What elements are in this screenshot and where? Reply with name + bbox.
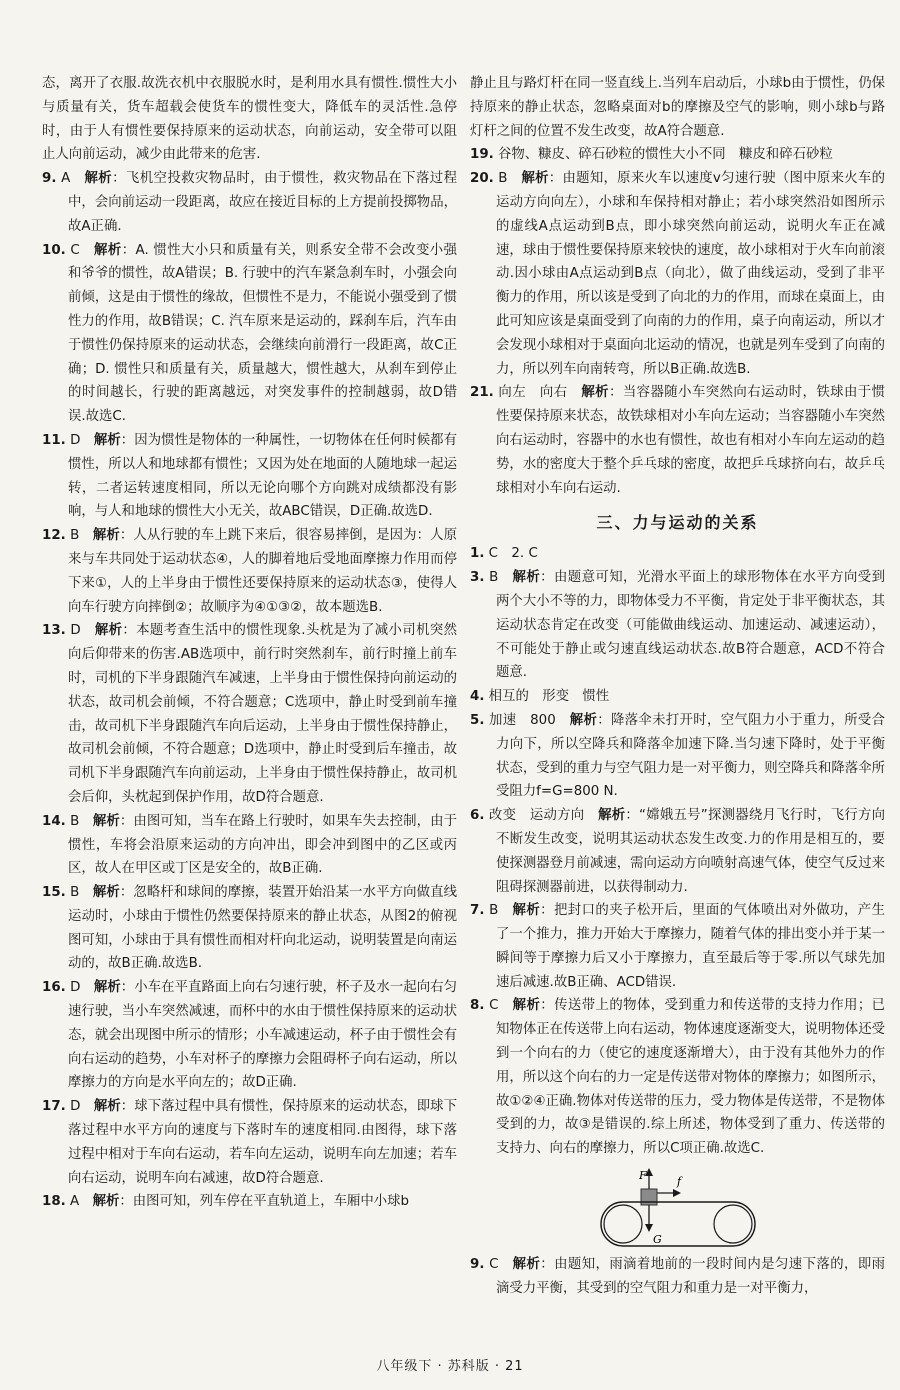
answer-text: ：由图可知，当车在路上行驶时，如果车失去控制，由于惯性，车将会沿原来运动的方向冲出，即会冲到图中的乙区或丙区，故人在甲区或丁区是安全的，故B正确. [68, 813, 458, 877]
question-number: 8. [470, 998, 485, 1014]
answer-value: 改变 运动方向 [488, 808, 585, 824]
answer-text: ：传送带上的物体，受到重力和传送带的支持力作用；已知物体正在传送带上向右运动，物体速度逐渐变大，说明物体还受到一个向右的力（使它的速度逐渐增大），由于没有其他外力的作用，所以这个向右的力一定是传送带对物体的摩擦力；如图所示，故①②④正确.物体对传送带的压力，受力物体是传送带，不是物体受到的力，故③是错误的.综上所述，物体受到了重力、传送带的支持力、向右的摩擦力，所以C项正确.故选C. [496, 998, 886, 1157]
analysis-label: 解析 [93, 1099, 121, 1115]
analysis-label: 解析 [512, 903, 541, 919]
answer-item [470, 709, 885, 804]
answer-item [42, 976, 457, 1095]
answer-item [470, 566, 885, 685]
answer-value: D [70, 1099, 81, 1115]
analysis-label: 解析 [92, 1194, 120, 1210]
question-number: 17. [42, 1099, 66, 1115]
answer-value: B [70, 885, 80, 901]
answer-text: ：由图可知，列车停在平直轨道上，车厢中小球b [119, 1194, 410, 1210]
label-f: f [676, 1175, 681, 1189]
label-F: F [638, 1169, 647, 1183]
label-G: G [652, 1233, 662, 1247]
question-number: 7. [470, 903, 485, 919]
answer-value: B [70, 813, 80, 829]
answer-value: 向左 向右 [498, 385, 568, 401]
analysis-label: 解析 [93, 432, 121, 448]
answer-value: B [489, 903, 499, 919]
left-roller [604, 1205, 642, 1243]
question-number: 6. [470, 808, 485, 824]
right-column [470, 72, 885, 1301]
right-answer-list-a [470, 143, 885, 500]
answer-text: ：本题考查生活中的惯性现象.头枕是为了减小司机突然向后仰带来的伤害.AB选项中，前行时突然刹车，前行时撞上前车时，司机的下半身跟随汽车减速，上半身由于惯性保持向前运动的状态，故司机会前倾，不符合题意；C选项中，静止时受到前车撞击，故司机下半身跟随汽车向后运动，上半身由于惯性保持静止，故司机会前倾，不符合题意；D选项中，静止时受到后车撞击，故司机下半身跟随汽车向前运动，上半身由于惯性保持静止，故司机会后仰，头枕起到保护作用，故D符合题意. [68, 623, 457, 805]
analysis-label: 解析 [598, 808, 626, 824]
answer-item [42, 810, 457, 881]
force-f-arrowhead [673, 1189, 681, 1197]
page-footer: 八年级下 · 苏科版 · 21 [376, 1359, 524, 1374]
answer-text: ：因为惯性是物体的一种属性，一切物体在任何时候都有惯性，所以人和地球都有惯性；又因为处在地面的人随地球一起运转，二者运转速度相同，所以无论向哪个方向跳对成绩都没有影响，与人和地球的惯性大小无关，故ABC错误，D正确.故选D. [68, 432, 458, 520]
answer-item [470, 899, 885, 994]
question-number: 15. [42, 885, 66, 901]
question-number: 4. [470, 689, 485, 705]
analysis-label: 解析 [569, 712, 598, 728]
answer-text: ：忽略杆和球间的摩擦，装置开始沿某一水平方向做直线运动时，小球由于惯性仍然要保持原来的静止状态，从图2的俯视图可知，小球由于具有惯性而相对杆向北运动，说明装置是向南运动的，故B正确.故选B. [68, 885, 458, 972]
answer-item [470, 804, 885, 899]
analysis-label: 解析 [84, 171, 113, 187]
answer-value: D [70, 980, 81, 996]
answer-text: ：人从行驶的车上跳下来后，很容易摔倒，是因为：人原来与车共同处于运动状态④，人的脚着地后受地面摩擦力作用而停下来①，人的上半身由于惯性还要保持原来的运动状态③，使得人向车行驶方向摔倒②；故顺序为④①③②，故本题选B. [68, 528, 458, 615]
answer-item [42, 1095, 457, 1190]
answer-item [470, 685, 885, 709]
answer-value: D [70, 623, 81, 639]
answer-item [470, 1253, 885, 1301]
analysis-label: 解析 [94, 242, 122, 258]
question-number: 10. [42, 242, 66, 258]
answer-text: ：球下落过程中具有惯性，保持原来的运动状态，即球下落过程中水平方向的速度与下落时车的速度相同.由图得，球下落过程中相对于车向右运动，若车向左运动，说明车向左加速；若车向右运动，说明车向右减速，故D符合题意. [68, 1099, 458, 1186]
answer-item [42, 524, 457, 619]
question-number: 5. [470, 712, 485, 728]
answer-value: B [498, 171, 508, 187]
answer-text: ：当容器随小车突然向右运动时，铁球由于惯性要保持原来状态，故铁球相对小车向左运动；当容器随小车突然向右运动时，容器中的水也有惯性，故也有相对小车向左运动的趋势，水的密度大于整个乒乓球的密度，故把乒乓球挤向右，故乒乓球相对小车向右运动. [496, 385, 886, 496]
answer-value: C [70, 242, 80, 258]
question-number: 12. [42, 528, 66, 544]
left-answer-list [42, 167, 457, 1214]
answer-item [470, 381, 885, 500]
answer-item [42, 167, 457, 238]
answer-value: B [70, 528, 80, 544]
answer-item [470, 994, 885, 1161]
answer-text: C 2. C [488, 546, 538, 562]
answer-value: D [70, 432, 81, 448]
answer-item [470, 542, 885, 566]
answer-item [42, 429, 457, 524]
answer-text: ：“嫦娥五号”探测器绕月飞行时，飞行方向不断发生改变，说明其运动状态发生改变.力的作用是相互的，要使探测器登月前减速，需向运动方向喷射高速气体，使空气反过来阻碍探测器前进，以获得制动力. [496, 808, 886, 895]
section-title: 三、力与运动的关系 [596, 513, 759, 533]
analysis-label: 解析 [92, 885, 120, 901]
answer-item [470, 143, 885, 167]
answer-text: 谷物、糠皮、碎石砂粒的惯性大小不同 糠皮和碎石砂粒 [498, 147, 833, 163]
answer-item [42, 239, 457, 429]
analysis-label: 解析 [581, 385, 610, 401]
force-G-arrowhead [645, 1224, 653, 1232]
question-number: 9. [42, 171, 57, 187]
answer-value: 加速 800 [489, 712, 556, 728]
answer-text: ：由题知，原来火车以速度v匀速行驶（图中原来火车的运动方向向左），小球和车保持相对静止；若小球突然沿如图所示的虚线A点运动到B点，即小球突然向前运动，说明火车正在减速，球由于惯性要保持原来较快的速度，故小球相对于火车向前滚动.因小球由A点运动到B点（向北），做了曲线运动，受到了非平衡力的作用，所以该是受到了向北的力的作用，而球在桌面上，由此可知应该是桌面受到了向南的力的作用，桌子向南运动，所以才会发现小球相对于桌面向北运动的情况，也就是列车受到了向南的力，所以列车向南转弯，所以B正确.故选B. [496, 171, 885, 377]
question-number: 21. [470, 385, 494, 401]
question-number: 16. [42, 980, 66, 996]
question-number: 20. [470, 171, 494, 187]
answer-text: ：由题意可知，光滑水平面上的球形物体在水平方向受到两个大小不等的力，即物体受力不平衡，肯定处于非平衡状态，其运动状态肯定在改变（可能做曲线运动、加速运动、减速运动），不可能处于静止或匀速直线运动状态.故B符合题意，ACD不符合题意. [496, 570, 886, 681]
right-answer-9 [470, 1253, 885, 1301]
analysis-label: 解析 [512, 570, 541, 586]
right-answer-list-b [470, 542, 885, 1161]
analysis-label: 解析 [521, 171, 549, 187]
answer-item [42, 881, 457, 976]
answer-item [42, 1190, 457, 1214]
answer-value: A [61, 171, 71, 187]
right-continued-text: 静止且与路灯杆在同一竖直线上.当列车启动后，小球b由于惯性，仍保持原来的静止状态，忽略桌面对b的摩擦及空气的影响，则小球b与路灯杆之间的位置不发生改变，故A符合题意. [470, 76, 885, 139]
belt-outline [601, 1202, 755, 1246]
question-number: 13. [42, 623, 66, 639]
answer-value: B [489, 570, 499, 586]
analysis-label: 解析 [92, 813, 120, 829]
question-number: 3. [470, 570, 485, 586]
right-roller [714, 1205, 752, 1243]
analysis-label: 解析 [93, 980, 121, 996]
answer-text: ：飞机空投救灾物品时，由于惯性，救灾物品在下落过程中，会向前运动一段距离，故应在接近目标的上方提前投掷物品，故A正确. [68, 171, 458, 234]
answer-value: C [489, 998, 499, 1014]
question-number: 11. [42, 432, 66, 448]
answer-value: A [70, 1194, 80, 1210]
question-number: 1. [470, 546, 485, 562]
question-number: 9. [470, 1257, 485, 1273]
answer-item [42, 619, 457, 809]
answer-text: ：降落伞未打开时，空气阻力小于重力，所受合力向下，所以空降兵和降落伞加速下降.当匀速下降时，处于平衡状态，受到的重力与空气阻力是一对平衡力，则空降兵和降落伞所受阻力f=G=800 N. [496, 712, 886, 800]
analysis-label: 解析 [92, 528, 120, 544]
answer-text: ：A. 惯性大小只和质量有关，则系安全带不会改变小强和爷爷的惯性，故A错误；B. 行驶中的汽车紧急刹车时，小强会向前倾，这是由于惯性的缘故，但惯性不是力，不能说小强受到了惯性力的作用，故B错误；C. 汽车原来是运动的，踩刹车后，汽车由于惯性仍保持原来的运动状态，会继续向前滑行一段距离，故C正确；D. 惯性只和质量有关，质量越大，惯性越大，从刹车到停止的时间越长，行驶的距离越远，对突发事件的控制越弱，故D错误.故选C. [68, 242, 458, 425]
analysis-label: 解析 [512, 998, 541, 1014]
question-number: 14. [42, 813, 66, 829]
answer-text: 相互的 形变 惯性 [488, 689, 610, 705]
analysis-label: 解析 [94, 623, 123, 639]
left-column [42, 72, 457, 1214]
answer-value: C [489, 1257, 499, 1273]
answer-text: ：小车在平直路面上向右匀速行驶，杯子及水一起向右匀速行驶，当小车突然减速，而杯中的水由于惯性保持原来的运动状态，就会出现图中所示的情形；小车减速运动，杯子由于惯性会有向右运动的趋势，小车对杯子的摩擦力会阻碍杯子向右运动，所以摩擦力的方向是水平向左的；故D正确. [68, 980, 458, 1091]
question-number: 18. [42, 1194, 66, 1210]
conveyor-belt-force-diagram [593, 1167, 763, 1249]
answer-item [470, 167, 885, 381]
answer-text: ：由题知，雨滴着地前的一段时间内是匀速下落的，即雨滴受力平衡，其受到的空气阻力和重力是一对平衡力， [496, 1257, 886, 1296]
analysis-label: 解析 [512, 1257, 541, 1273]
left-continued-text: 态，离开了衣服.故洗衣机中衣服脱水时，是利用水具有惯性.惯性大小与质量有关，货车超载会使货车的惯性变大，降低车的灵活性.急停时，由于人有惯性要保持原来的运动状态，向前运动，安全带可以阻止人向前运动，减少由此带来的危害. [42, 76, 457, 163]
question-number: 19. [470, 147, 494, 163]
answer-text: ：把封口的夹子松开后，里面的气体喷出对外做功，产生了一个推力，推力开始大于摩擦力，随着气体的排出变小并于某一瞬间等于摩擦力后又小于摩擦力，直至最后等于零.所以气球先加速后减速.故B正确、ACD错误. [496, 903, 886, 990]
